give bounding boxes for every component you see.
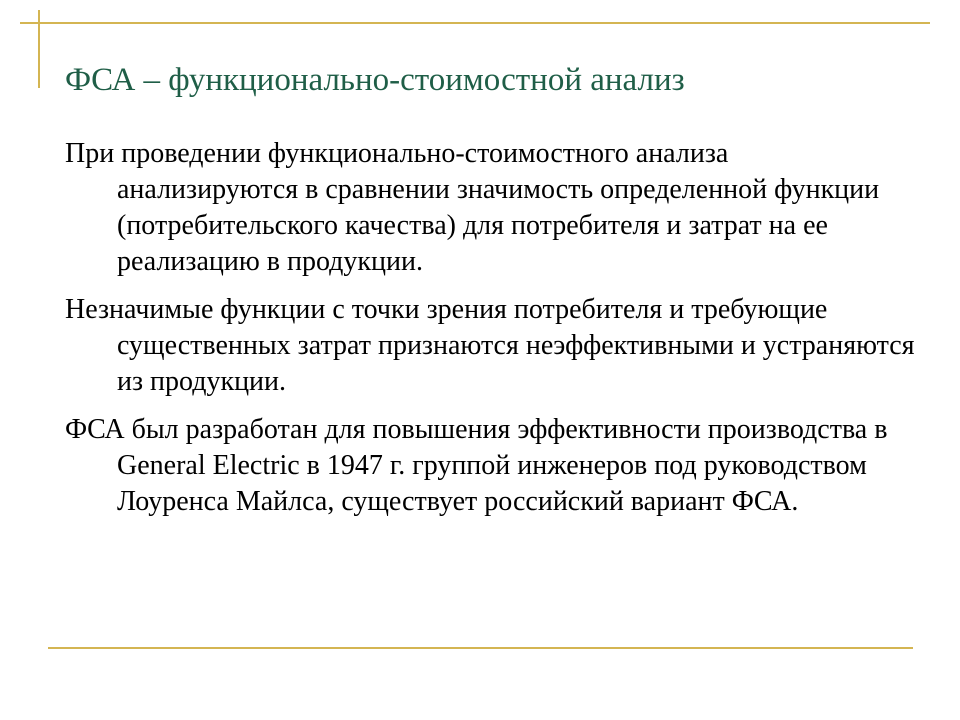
bottom-accent-line [48, 647, 913, 649]
paragraph-insignificant-functions: Незначимые функции с точки зрения потребителя и требующие существенных затрат признаются неэффективными и устраняются из продукции. [65, 294, 915, 397]
slide-body [65, 136, 915, 532]
top-accent-line [20, 22, 930, 24]
paragraph-fsa-history: ФСА был разработан для повышения эффективности производства в General Electric в 1947 г. группой инженеров под руководством Лоуренса Майлса, существует российский вариант ФСА. [65, 414, 888, 517]
paragraph-fsa-analysis: При проведении функционально-стоимостного анализа анализируются в сравнении значимость определенной функции (потребительского качества) для потребителя и затрат на ее реализацию в продукции. [65, 138, 880, 277]
slide-title: ФСА – функционально-стоимостной анализ [65, 62, 685, 98]
left-accent-line [38, 10, 40, 88]
